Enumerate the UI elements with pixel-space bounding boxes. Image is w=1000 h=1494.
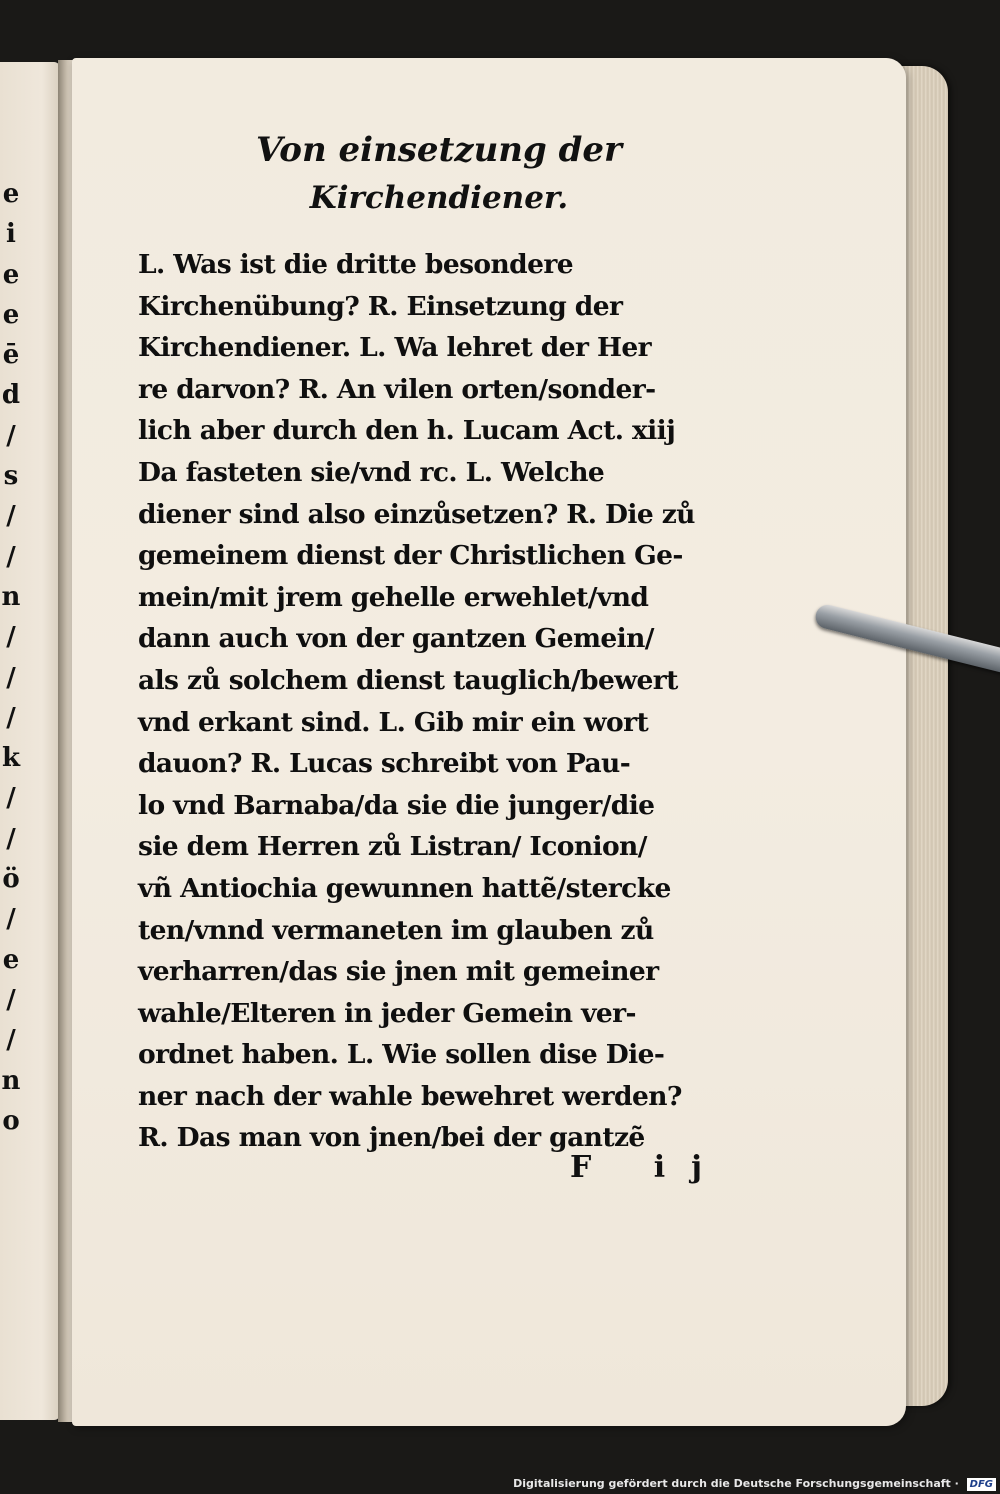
footer-credit <box>0 1474 996 1494</box>
left-edge-glyph: / <box>6 823 16 854</box>
body-text <box>138 244 748 1159</box>
left-edge-glyph: / <box>6 702 16 733</box>
left-edge-glyph: / <box>6 622 16 653</box>
left-edge-glyph: / <box>6 420 16 451</box>
left-page-edge-glyphs <box>0 174 22 1141</box>
footer-text: Digitalisierung gefördert durch die Deutsche Forschungsgemeinschaft · <box>513 1477 959 1490</box>
page-heading <box>72 124 906 220</box>
left-edge-glyph: / <box>6 904 16 935</box>
left-edge-glyph: i <box>6 219 16 250</box>
text-line: ten/vnnd vermaneten im glauben zů <box>138 914 654 946</box>
left-edge-glyph: ē <box>2 340 20 371</box>
text-line: als zů solchem dienst tauglich/bewert <box>138 664 678 696</box>
heading-line-1: Von einsetzung der <box>256 130 622 170</box>
left-edge-glyph: d <box>1 380 21 411</box>
text-line: L. Was ist die dritte besondere <box>138 249 573 280</box>
left-edge-glyph: n <box>1 1065 21 1096</box>
left-edge-glyph: ö <box>2 864 20 895</box>
left-edge-glyph: / <box>6 783 16 814</box>
text-line: verharren/das sie jnen mit gemeiner <box>138 956 659 988</box>
text-line: dann auch von der gantzen Gemein/ <box>138 623 654 655</box>
left-edge-glyph: o <box>2 1105 20 1136</box>
text-line: diener sind also einzůsetzen? R. Die zů <box>138 498 695 530</box>
left-edge-glyph: / <box>6 984 16 1015</box>
left-edge-glyph: / <box>6 541 16 572</box>
text-line: mein/mit jrem gehelle erwehlet/vnd <box>138 581 649 613</box>
left-edge-glyph: e <box>2 299 20 330</box>
dfg-logo: DFG <box>967 1478 996 1491</box>
left-edge-glyph: / <box>6 501 16 532</box>
text-line: Da fasteten sie/vnd rc. L. Welche <box>138 456 605 488</box>
text-line: lo vnd Barnaba/da sie die junger/die <box>138 789 655 821</box>
left-edge-glyph: e <box>2 179 20 209</box>
text-line: dauon? R. Lucas schreibt von Pau- <box>138 748 631 780</box>
left-edge-glyph: / <box>6 662 16 693</box>
text-line: vnd erkant sind. L. Gib mir ein wort <box>138 706 649 738</box>
signature-mark: F ij <box>570 1150 728 1185</box>
left-edge-glyph: e <box>2 944 20 975</box>
text-line: lich aber durch den h. Lucam Act. xiij <box>138 415 676 447</box>
heading-line-2: Kirchendiener. <box>309 180 569 216</box>
text-line: sie dem Herren zů Listran/ Iconion/ <box>138 831 647 863</box>
left-page-edge <box>0 62 60 1420</box>
text-line: ner nach der wahle bewehret werden? <box>138 1080 682 1112</box>
left-edge-glyph: s <box>3 461 19 492</box>
text-line: gemeinem dienst der Christlichen Ge- <box>138 540 683 572</box>
text-line: wahle/Elteren in jeder Gemein ver- <box>138 997 636 1029</box>
left-edge-glyph: k <box>1 743 20 774</box>
text-line: R. Das man von jnen/bei der gantzẽ <box>138 1122 645 1154</box>
left-edge-glyph: e <box>2 259 20 290</box>
text-line: Kirchenübung? R. Einsetzung der <box>138 290 623 322</box>
text-line: ordnet haben. L. Wie sollen dise Die- <box>138 1039 665 1071</box>
left-edge-glyph: n <box>1 581 21 612</box>
text-line: vñ Antiochia gewunnen hattẽ/stercke <box>138 872 671 904</box>
text-line: Kirchendiener. L. Wa lehret der Her <box>138 332 652 364</box>
left-edge-glyph: / <box>6 1025 16 1056</box>
text-line: re darvon? R. An vilen orten/sonder- <box>138 373 656 405</box>
